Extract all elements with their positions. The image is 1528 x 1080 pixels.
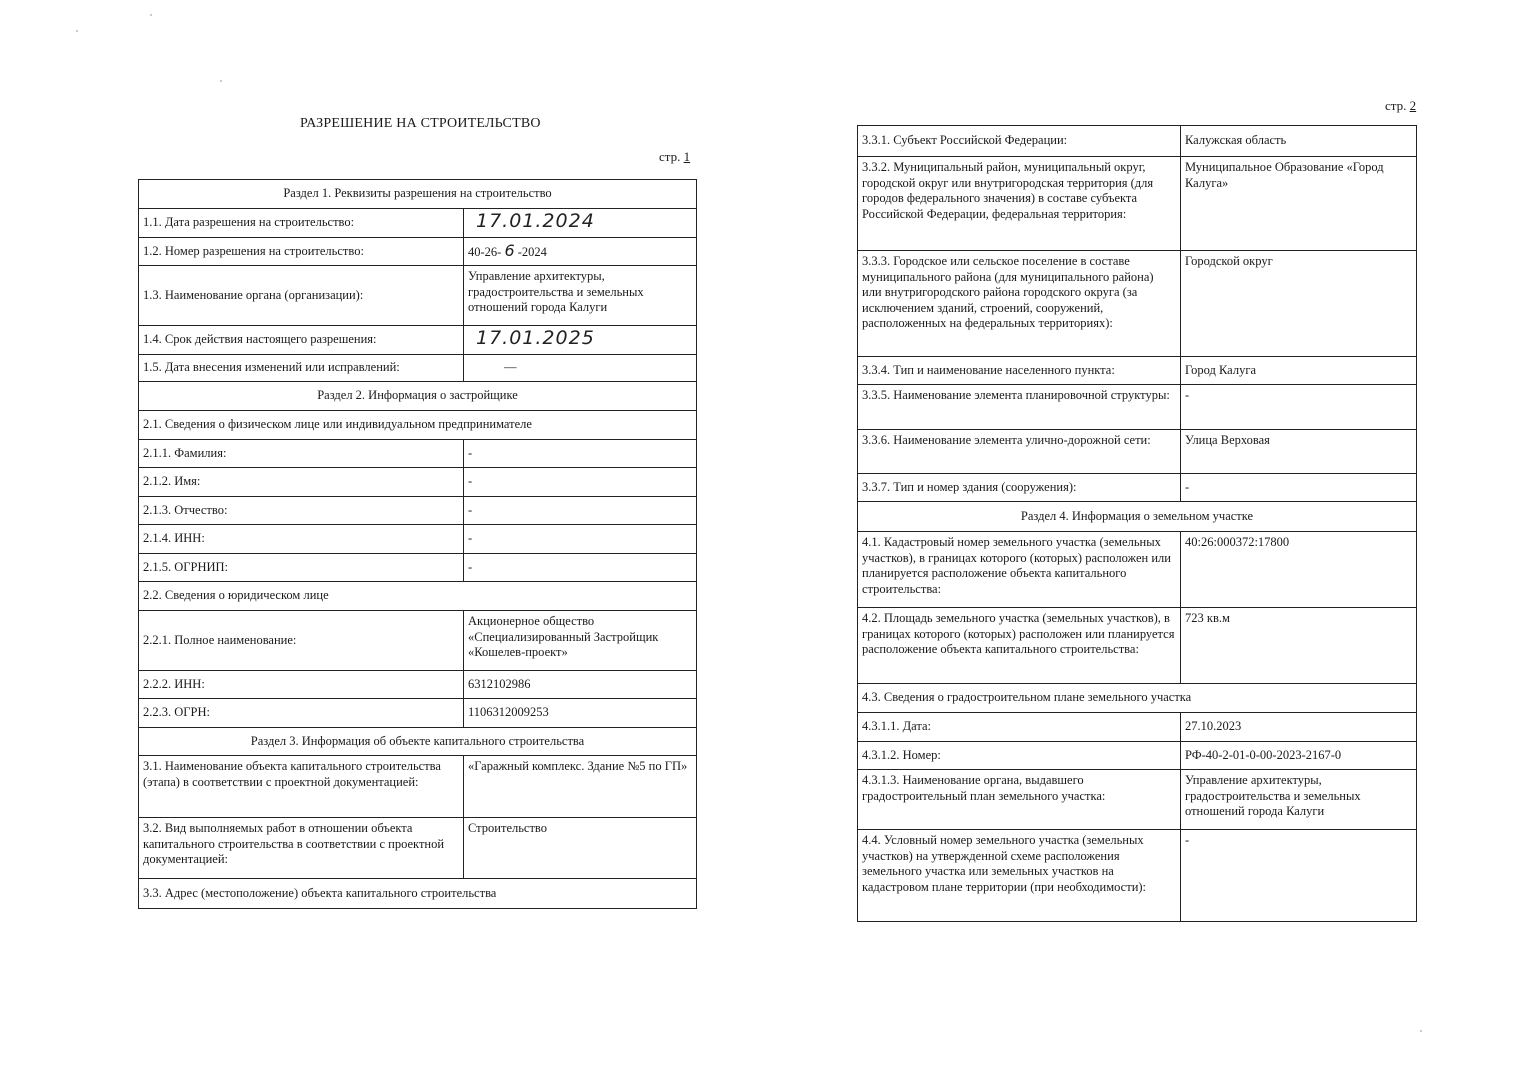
- permit-number-handwritten: 6: [504, 240, 515, 260]
- row-2-1-label: 2.1. Сведения о физическом лице или индивидуальном предпринимателе: [139, 411, 697, 440]
- row-3-3-1-value: Калужская область: [1181, 126, 1417, 157]
- row-4-3-1-3-value: Управление архитектуры, градостроительства и земельных отношений города Калуги: [1181, 770, 1417, 830]
- row-4-3-1-1-label: 4.3.1.1. Дата:: [858, 713, 1181, 742]
- row-2-1-5-label: 2.1.5. ОГРНИП:: [139, 554, 464, 582]
- row-4-2-value: 723 кв.м: [1181, 608, 1417, 684]
- row-4-3-label: 4.3. Сведения о градостроительном плане земельного участка: [858, 684, 1417, 713]
- row-3-3-5-label: 3.3.5. Наименование элемента планировочной структуры:: [858, 385, 1181, 430]
- row-2-2-1-label: 2.2.1. Полное наименование:: [139, 611, 464, 671]
- row-3-2-label: 3.2. Вид выполняемых работ в отношении объекта капитального строительства в соответствии с проектной документацией:: [139, 818, 464, 879]
- row-2-2-1-value: Акционерное общество «Специализированный Застройщик «Кошелев-проект»: [464, 611, 697, 671]
- row-1-4-label: 1.4. Срок действия настоящего разрешения:: [139, 326, 464, 355]
- section-3-header: Раздел 3. Информация об объекте капитального строительства: [139, 728, 697, 756]
- row-3-3-2-value: Муниципальное Образование «Город Калуга»: [1181, 157, 1417, 251]
- page-label: стр.: [659, 149, 681, 164]
- section-1-header: Раздел 1. Реквизиты разрешения на строительство: [139, 180, 697, 209]
- row-4-3-1-1-value: 27.10.2023: [1181, 713, 1417, 742]
- row-3-3-5-value: -: [1181, 385, 1417, 430]
- row-1-3-value: Управление архитектуры, градостроительства и земельных отношений города Калуги: [464, 266, 697, 326]
- scan-speck: [220, 80, 222, 82]
- row-2-1-1-value: -: [464, 440, 697, 468]
- row-1-2-label: 1.2. Номер разрешения на строительство:: [139, 238, 464, 266]
- row-3-3-6-label: 3.3.6. Наименование элемента улично-дорожной сети:: [858, 430, 1181, 474]
- document-title: РАЗРЕШЕНИЕ НА СТРОИТЕЛЬСТВО: [300, 116, 541, 131]
- row-3-3-6-value: Улица Верховая: [1181, 430, 1417, 474]
- row-2-2-3-value: 1106312009253: [464, 699, 697, 728]
- row-2-1-2-value: -: [464, 468, 697, 497]
- row-3-2-value: Строительство: [464, 818, 697, 879]
- row-4-3-1-3-label: 4.3.1.3. Наименование органа, выдавшего градостроительный план земельного участка:: [858, 770, 1181, 830]
- row-3-3-7-value: -: [1181, 474, 1417, 502]
- row-3-3-4-value: Город Калуга: [1181, 357, 1417, 385]
- page-1-number: [659, 149, 690, 165]
- row-4-2-label: 4.2. Площадь земельного участка (земельных участков), в границах которого (которых) расположен или планируется расположение объекта капитального строительства:: [858, 608, 1181, 684]
- row-3-3-1-label: 3.3.1. Субъект Российской Федерации:: [858, 126, 1181, 157]
- row-4-4-value: -: [1181, 830, 1417, 922]
- row-2-1-5-value: -: [464, 554, 697, 582]
- row-3-1-label: 3.1. Наименование объекта капитального строительства (этапа) в соответствии с проектной документацией:: [139, 756, 464, 818]
- permit-table-page-2: [857, 125, 1417, 922]
- row-3-3-label: 3.3. Адрес (местоположение) объекта капитального строительства: [139, 879, 697, 909]
- page-2-number: [1385, 98, 1416, 114]
- row-3-3-7-label: 3.3.7. Тип и номер здания (сооружения):: [858, 474, 1181, 502]
- scan-speck: [76, 30, 78, 32]
- permit-number-cell: [464, 238, 697, 266]
- permit-date-handwritten: 17.01.2024: [476, 210, 595, 233]
- page-number: 1: [683, 149, 691, 164]
- scan-speck: [150, 14, 152, 16]
- row-2-2-label: 2.2. Сведения о юридическом лице: [139, 582, 697, 611]
- row-1-3-label: 1.3. Наименование органа (организации):: [139, 266, 464, 326]
- section-2-header: Раздел 2. Информация о застройщике: [139, 382, 697, 411]
- row-1-5-value: —: [464, 355, 697, 382]
- row-2-1-4-value: -: [464, 525, 697, 554]
- validity-date-handwritten: 17.01.2025: [476, 327, 595, 350]
- row-1-5-label: 1.5. Дата внесения изменений или исправлений:: [139, 355, 464, 382]
- row-2-1-4-label: 2.1.4. ИНН:: [139, 525, 464, 554]
- row-3-3-2-label: 3.3.2. Муниципальный район, муниципальный округ, городской округ или внутригородская территория (для городов федерального значения) в составе субъекта Российской Федерации, федеральная территория:: [858, 157, 1181, 251]
- page-number: 2: [1409, 98, 1417, 113]
- row-2-1-1-label: 2.1.1. Фамилия:: [139, 440, 464, 468]
- permit-number-suffix: -2024: [517, 244, 547, 259]
- row-2-1-3-value: -: [464, 497, 697, 525]
- row-2-2-3-label: 2.2.3. ОГРН:: [139, 699, 464, 728]
- row-3-1-value: «Гаражный комплекс. Здание №5 по ГП»: [464, 756, 697, 818]
- row-4-3-1-2-label: 4.3.1.2. Номер:: [858, 742, 1181, 770]
- permit-table-page-1: [138, 179, 697, 909]
- row-4-4-label: 4.4. Условный номер земельного участка (земельных участков) на утвержденной схеме расположения земельного участка или земельных участков на кадастровом плане территории (при необходимости):: [858, 830, 1181, 922]
- section-4-header: Раздел 4. Информация о земельном участке: [858, 502, 1417, 532]
- row-2-2-2-value: 6312102986: [464, 671, 697, 699]
- page-label: стр.: [1385, 98, 1407, 113]
- row-4-1-value: 40:26:000372:17800: [1181, 532, 1417, 608]
- row-2-2-2-label: 2.2.2. ИНН:: [139, 671, 464, 699]
- row-2-1-3-label: 2.1.3. Отчество:: [139, 497, 464, 525]
- permit-number-prefix: 40-26-: [468, 244, 502, 259]
- scan-speck: [1420, 1030, 1422, 1032]
- row-1-1-label: 1.1. Дата разрешения на строительство:: [139, 209, 464, 238]
- row-3-3-3-label: 3.3.3. Городское или сельское поселение в составе муниципального района (для муниципального района) или внутригородского района городского округа (за исключением зданий, строений, сооружений, расположенных на федеральных территориях):: [858, 251, 1181, 357]
- row-3-3-3-value: Городской округ: [1181, 251, 1417, 357]
- row-4-3-1-2-value: РФ-40-2-01-0-00-2023-2167-0: [1181, 742, 1417, 770]
- row-3-3-4-label: 3.3.4. Тип и наименование населенного пункта:: [858, 357, 1181, 385]
- row-4-1-label: 4.1. Кадастровый номер земельного участка (земельных участков), в границах которого (которых) расположен или планируется расположение объекта капитального строительства:: [858, 532, 1181, 608]
- row-2-1-2-label: 2.1.2. Имя:: [139, 468, 464, 497]
